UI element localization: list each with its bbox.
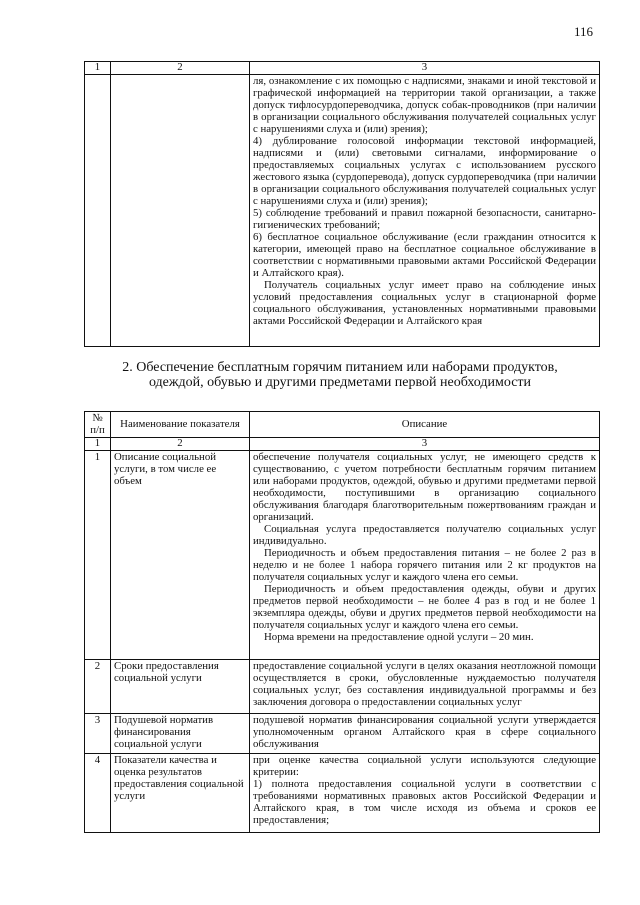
- table-row: [85, 713, 600, 753]
- page-number: 116: [574, 24, 594, 39]
- table-row: [85, 660, 600, 713]
- description-paragraph: при оценке качества социальной услуги используются следующие критерии:: [253, 753, 596, 778]
- column-number: 3: [250, 438, 600, 451]
- table-main: [84, 411, 600, 833]
- description-paragraph: Периодичность и объем предоставления питания – не более 2 раз в неделю и не более 1 набора горячего питания или 2 кг продуктов на получателя социальных услуг и каждого члена его семьи.: [253, 547, 596, 584]
- number-cell: 3: [85, 713, 111, 753]
- table-row: [85, 753, 600, 832]
- table-row: [85, 451, 600, 660]
- table-header-row: [85, 412, 600, 438]
- description-cell: [250, 451, 600, 660]
- description-paragraph: ля, ознакомление с их помощью с надписями, знаками и иной текстовой и графической информацией на территории такой организации, а также допуск тифлосурдопереводчика, допуск собак-проводников (при наличии в организации социального обслуживания получателей социальных услуг с нарушениями слуха и (или) зрения);: [253, 74, 596, 135]
- column-number: 2: [111, 62, 250, 75]
- description-paragraph: подушевой норматив финансирования социальной услуги утверждается уполномоченным органом Алтайского края в сфере социального обслуживания: [253, 713, 596, 750]
- column-number: 1: [85, 438, 111, 451]
- table-row: [85, 74, 600, 346]
- column-number-row: [85, 438, 600, 451]
- description-paragraph: Получатель социальных услуг имеет право на соблюдение иных условий предоставления социальных услуг в стационарной форме социального обслуживания, установленных нормативными правовыми актами Российской Федерации и Алтайского края: [253, 278, 596, 327]
- name-cell: Описание социальной услуги, в том числе ее объем: [111, 451, 250, 660]
- description-paragraph: 5) соблюдение требований и правил пожарной безопасности, санитарно-гигиенических требований;: [253, 206, 596, 231]
- name-cell: [111, 74, 250, 346]
- column-number: 1: [85, 62, 111, 75]
- name-cell: Подушевой норматив финансирования социальной услуги: [111, 713, 250, 753]
- description-paragraph: обеспечение получателя социальных услуг, не имеющего средств к существованию, с учетом потребности бесплатным горячим питанием или наборами продуктов, одеждой, обувью и другими предметами первой необходимости, поступившими в организацию социального обслуживания благодаря благотворительным пожертвованиям граждан и организаций.: [253, 451, 596, 524]
- section-heading: 2. Обеспечение бесплатным горячим питанием или наборами продуктов, одеждой, обувью и другими предметами первой необходимости: [122, 360, 558, 390]
- description-cell: [250, 660, 600, 713]
- name-cell: Показатели качества и оценка результатов предоставления социальной услуги: [111, 753, 250, 832]
- number-cell: 4: [85, 753, 111, 832]
- description-paragraph: 1) полнота предоставления социальной услуги в соответствии с требованиями нормативных правовых актов Российской Федерации и Алтайского края, в том числе исходя из объема и сроков ее предоставления;: [253, 777, 596, 826]
- description-paragraph: 4) дублирование голосовой информации текстовой информацией, надписями и (или) световыми сигналами, информирование о предоставляемых социальных услугах с использованием русского жестового языка (сурдоперевода), допуск сурдопереводчика (при наличии в организации социального обслуживания получателей социальных услуг с нарушениями слуха и (или) зрения);: [253, 134, 596, 207]
- column-number: 2: [111, 438, 250, 451]
- number-cell: 2: [85, 660, 111, 713]
- description-cell: [250, 753, 600, 832]
- column-number: 3: [250, 62, 600, 75]
- column-number-row: [85, 62, 600, 75]
- description-cell: [250, 74, 600, 346]
- number-cell: [85, 74, 111, 346]
- header-name: Наименование показателя: [111, 412, 250, 438]
- header-description: Описание: [250, 412, 600, 438]
- table-continued: [84, 61, 600, 347]
- number-cell: 1: [85, 451, 111, 660]
- description-paragraph: Норма времени на предоставление одной услуги – 20 мин.: [264, 631, 534, 644]
- description-paragraph: Социальная услуга предоставляется получателю социальных услуг индивидуально.: [253, 523, 596, 548]
- name-cell: Сроки предоставления социальной услуги: [111, 660, 250, 713]
- description-paragraph: предоставление социальной услуги в целях оказания неотложной помощи осуществляется в сроки, обусловленные нуждаемостью получателя социальных услуг, без составления индивидуальной программы и без заключения договора о предоставлении социальных услуг: [253, 660, 596, 709]
- description-paragraph: 6) бесплатное социальное обслуживание (если гражданин относится к категории, имеющей право на бесплатное социальное обслуживание в соответствии с нормативными правовыми актами Российской Федерации и Алтайского края).: [253, 230, 596, 279]
- description-cell: [250, 713, 600, 753]
- description-paragraph: Периодичность и объем предоставления одежды, обуви и других предметов первой необходимости – не более 4 раз в год и не более 1 экземпляра одежды, обуви и других предметов первой необходимости на получателя социальных услуг и каждого члена его семьи.: [253, 583, 596, 632]
- header-number: № п/п: [85, 412, 111, 438]
